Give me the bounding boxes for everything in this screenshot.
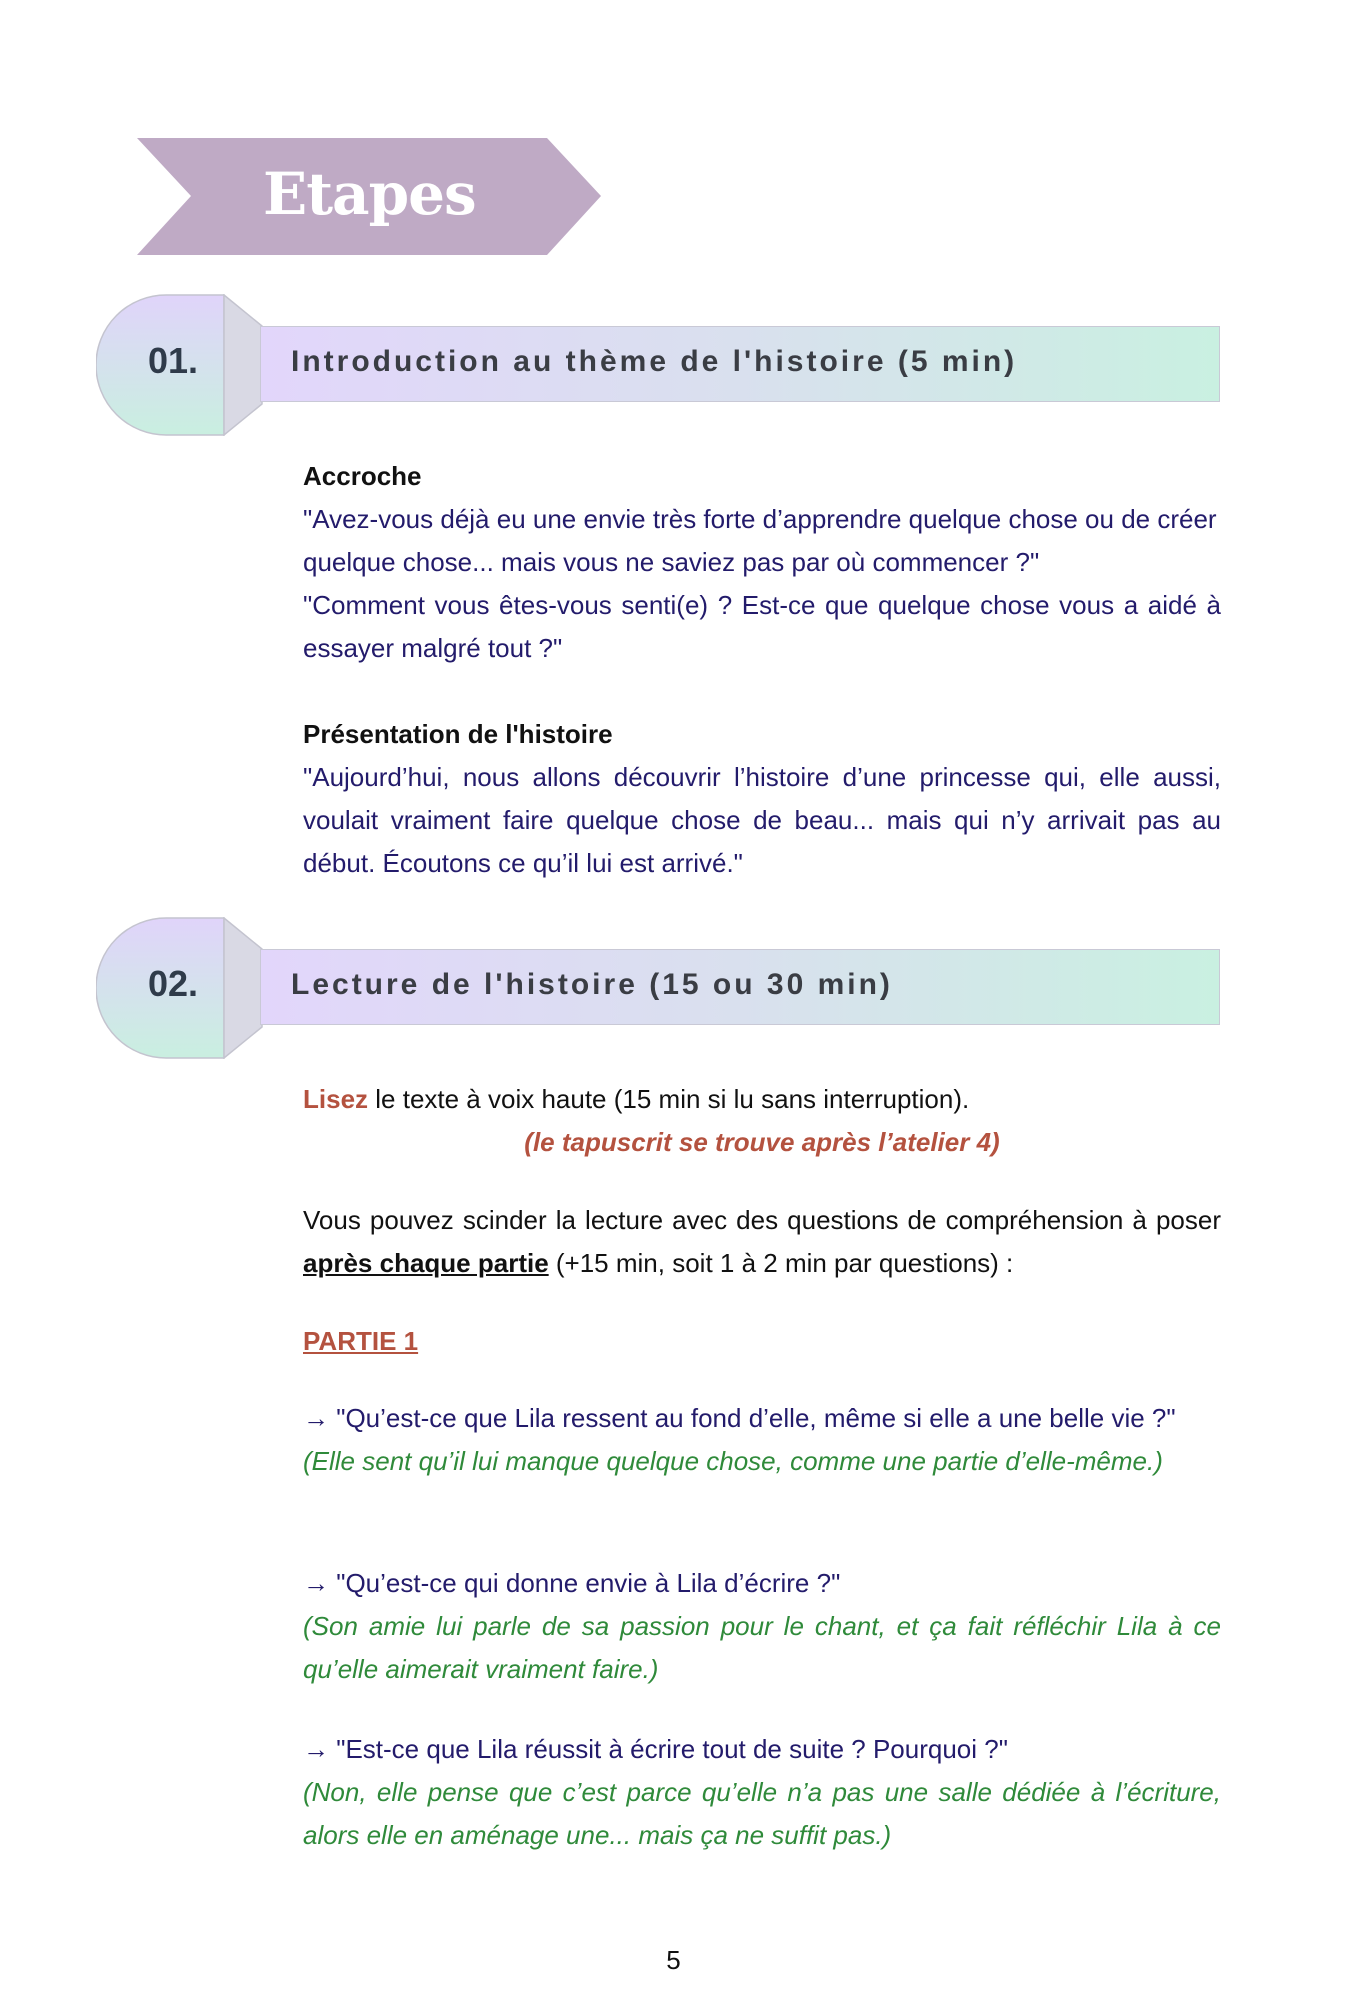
presentation-section xyxy=(303,713,1221,885)
accroche-section xyxy=(303,455,1221,670)
answer-text: (Son amie lui parle de sa passion pour le chant, et ça fait réfléchir Lila à ce qu’elle aimerait vraiment faire.) xyxy=(303,1611,1221,1684)
tapuscrit-note: (le tapuscrit se trouve après l’atelier 4) xyxy=(524,1127,1000,1157)
presentation-text: "Aujourd’hui, nous allons découvrir l’histoire d’une princesse qui, elle aussi, voulait vraiment faire quelque chose de beau... mais qui n’y arrivait pas au début. Écoutons ce qu’il lui est arrivé." xyxy=(303,762,1221,878)
answer-text: (Elle sent qu’il lui manque quelque chose, comme une partie d’elle-même.) xyxy=(303,1446,1163,1476)
part-label: PARTIE 1 xyxy=(303,1326,419,1356)
question-item xyxy=(303,1562,1221,1691)
emphasis-apres-chaque-partie: après chaque partie xyxy=(303,1248,549,1278)
lecture-intro: Vous pouvez scinder la lecture avec des questions de compréhension à poser après chaque partie (+15 min, soit 1 à 2 min par questions) : xyxy=(303,1205,1221,1278)
accroche-line: "Comment vous êtes-vous senti(e) ? Est-ce que quelque chose vous a aidé à essayer malgré tout ?" xyxy=(303,590,1221,663)
step-title-bar xyxy=(260,949,1220,1025)
step-title: Introduction au thème de l'histoire (5 min) xyxy=(291,345,1018,378)
section-banner xyxy=(137,138,601,255)
lisez-rest: le texte à voix haute (15 min si lu sans interruption). xyxy=(368,1084,970,1114)
step-number: 02. xyxy=(147,963,199,1004)
question-item xyxy=(303,1728,1221,1857)
accroche-line: "Avez-vous déjà eu une envie très forte d’apprendre quelque chose ou de créer quelque chose... mais vous ne saviez pas par où commencer ?" xyxy=(303,504,1217,577)
lecture-instruction xyxy=(303,1078,1221,1164)
step-header-01 xyxy=(96,294,1224,436)
presentation-heading: Présentation de l'histoire xyxy=(303,719,613,749)
step-number: 01. xyxy=(147,340,199,381)
page-number: 5 xyxy=(666,1945,681,1975)
question-item xyxy=(303,1397,1221,1483)
banner-title: Etapes xyxy=(263,160,476,228)
question-text: → "Qu’est-ce que Lila ressent au fond d’elle, même si elle a une belle vie ?" xyxy=(303,1403,1176,1433)
question-text: → "Est-ce que Lila réussit à écrire tout de suite ? Pourquoi ?" xyxy=(303,1734,1008,1764)
question-text: → "Qu’est-ce qui donne envie à Lila d’écrire ?" xyxy=(303,1568,841,1598)
step-header-02 xyxy=(96,917,1224,1059)
answer-text: (Non, elle pense que c’est parce qu’elle n’a pas une salle dédiée à l’écriture, alors elle en aménage une... mais ça ne suffit pas.) xyxy=(303,1777,1221,1850)
lisez-word: Lisez xyxy=(303,1084,369,1114)
step-title: Lecture de l'histoire (15 ou 30 min) xyxy=(291,968,893,1001)
accroche-heading: Accroche xyxy=(303,461,422,491)
step-title-bar xyxy=(260,326,1220,402)
